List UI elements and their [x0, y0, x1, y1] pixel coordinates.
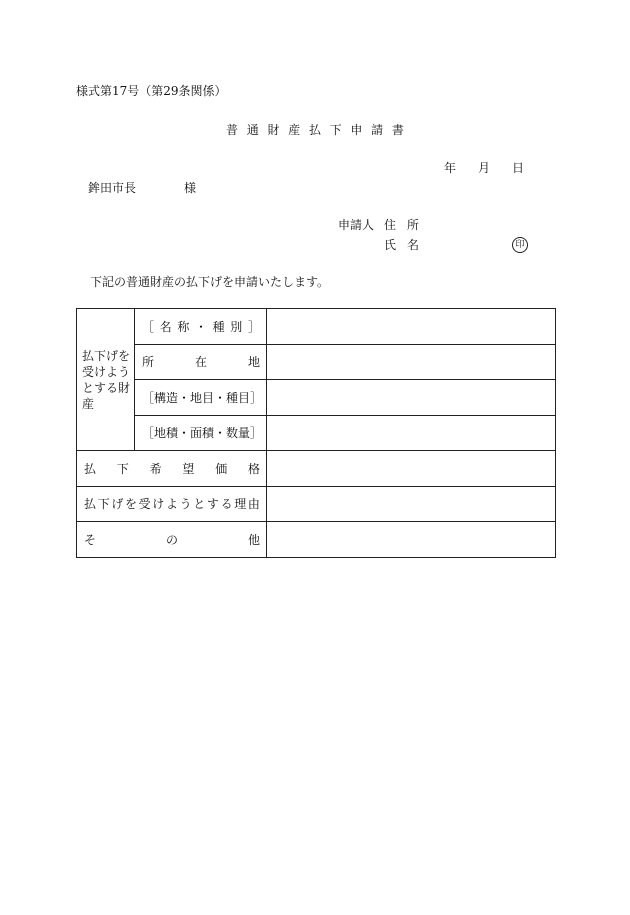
label-char: 払	[84, 497, 97, 512]
seal-icon	[512, 236, 528, 253]
title-char: 請	[371, 123, 384, 137]
date-line	[444, 161, 524, 175]
row-label	[135, 415, 267, 451]
title-char: 産	[288, 123, 301, 137]
seal-mark: 印	[512, 237, 528, 253]
value-field[interactable]	[267, 344, 556, 380]
applicant-label: 申請人	[338, 218, 375, 232]
value-field[interactable]	[267, 415, 556, 451]
title-char: 書	[391, 123, 404, 137]
title-char: 通	[246, 123, 259, 137]
row-label-text	[77, 460, 266, 477]
label-char: 望	[182, 461, 195, 476]
row-label	[77, 486, 267, 522]
row-label	[135, 309, 267, 345]
label-char: う	[179, 497, 192, 512]
label-char: よ	[165, 497, 178, 512]
table-row	[77, 344, 556, 380]
label-char: ］	[247, 319, 260, 334]
label-char: 下	[97, 497, 110, 512]
row-label	[135, 380, 267, 416]
label-char: け	[152, 497, 165, 512]
row-label-text	[135, 318, 266, 335]
form-number: 様式第17号（第29条関係）	[76, 84, 227, 98]
row-label-text: ［地積・面積・数量］	[142, 426, 263, 441]
label-char: 希	[149, 461, 162, 476]
label-char: 地	[247, 355, 260, 370]
label-char: 名	[159, 319, 172, 334]
label-char: げ	[111, 497, 124, 512]
label-char: 理	[234, 497, 247, 512]
label-char: 価	[215, 461, 228, 476]
label-char: 種	[212, 319, 225, 334]
date-char: 月	[477, 161, 490, 175]
label-char: ［	[142, 319, 155, 334]
label-char: 下	[116, 461, 129, 476]
value-field[interactable]	[267, 380, 556, 416]
row-label	[77, 522, 267, 558]
table-row	[77, 415, 556, 451]
intro-text: 下記の普通財産の払下げを申請いたします。	[90, 275, 330, 289]
honorific: 様	[184, 181, 197, 195]
value-field[interactable]	[267, 309, 556, 345]
row-label-text: ［構造・地目・種目］	[142, 390, 263, 405]
label-char: ・	[194, 319, 207, 334]
title-char: 払	[308, 123, 321, 137]
row-label-text	[77, 495, 266, 512]
title-char: 申	[350, 123, 363, 137]
value-field[interactable]	[267, 486, 556, 522]
value-field[interactable]	[267, 451, 556, 487]
label-char: 受	[138, 497, 151, 512]
name-label	[384, 238, 419, 252]
address-char: 住	[384, 218, 397, 232]
name-char: 氏	[384, 238, 397, 252]
addressee: 鉾田市長	[88, 181, 137, 195]
label-char: と	[193, 497, 206, 512]
date-char: 日	[511, 161, 524, 175]
label-char: 所	[142, 355, 155, 370]
document-title	[226, 123, 404, 137]
label-char: 他	[247, 532, 260, 547]
label-char: の	[165, 532, 178, 547]
label-char: 由	[247, 497, 260, 512]
table-row	[77, 486, 556, 522]
row-label	[77, 451, 267, 487]
title-char: 普	[226, 123, 239, 137]
row-label	[135, 344, 267, 380]
label-char: 格	[247, 461, 260, 476]
address-char: 所	[406, 218, 419, 232]
table-row	[77, 522, 556, 558]
label-char: を	[124, 497, 137, 512]
title-char: 下	[329, 123, 342, 137]
label-char: 払	[84, 461, 97, 476]
label-char: そ	[84, 532, 97, 547]
label-char: 別	[230, 319, 243, 334]
label-char: 称	[177, 319, 190, 334]
table-row	[77, 380, 556, 416]
application-table	[76, 308, 556, 558]
table-row	[77, 451, 556, 487]
row-label-text	[77, 531, 266, 548]
date-char: 年	[444, 161, 457, 175]
label-char: 在	[194, 355, 207, 370]
label-char: す	[206, 497, 219, 512]
name-char: 名	[406, 238, 419, 252]
address-label	[384, 218, 419, 232]
row-label-text	[135, 353, 266, 370]
value-field[interactable]	[267, 522, 556, 558]
label-char: る	[220, 497, 233, 512]
title-char: 財	[267, 123, 280, 137]
table-row	[77, 309, 556, 345]
property-group-label: 払下げを受けようとする財産	[77, 309, 135, 451]
